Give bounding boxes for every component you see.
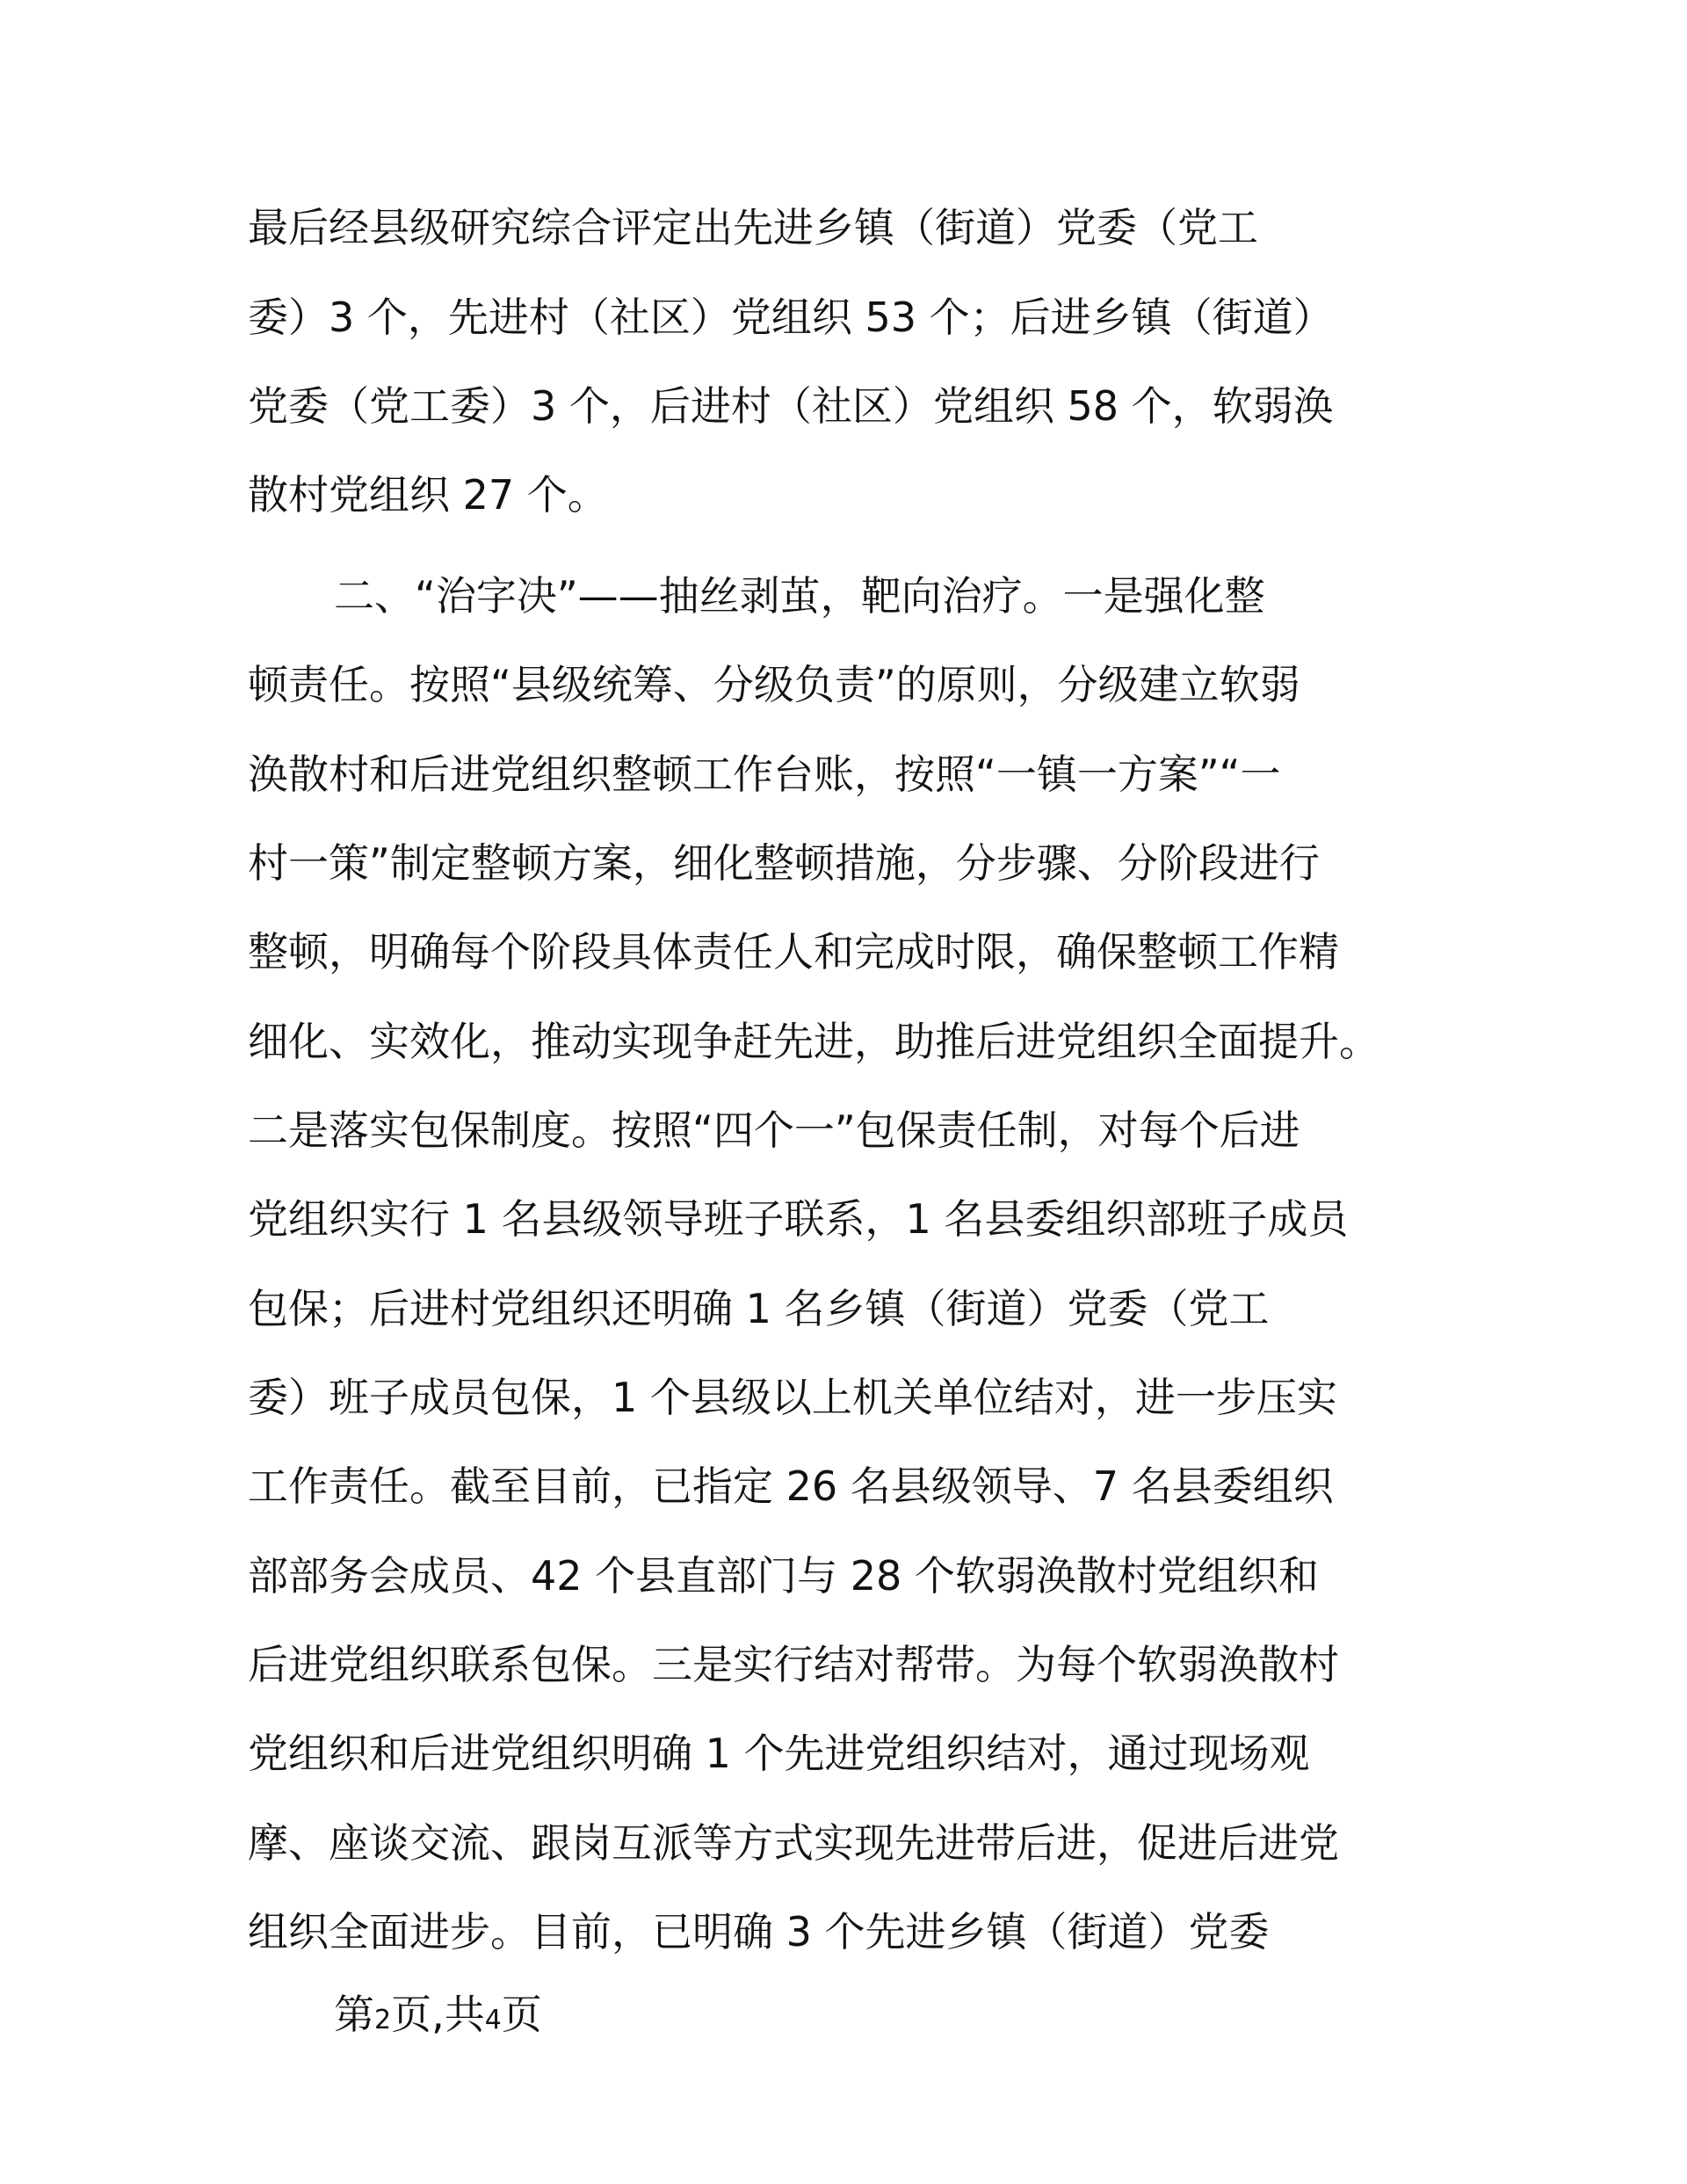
footer-middle: 页,共 xyxy=(391,1991,485,2038)
text-line: 整顿，明确每个阶段具体责任人和完成时限，确保整顿工作精 xyxy=(248,928,1339,976)
text-line: 最后经县级研究综合评定出先进乡镇（街道）党委（党工 xyxy=(248,204,1258,251)
text-line: 细化、实效化，推动实现争赶先进，助推后进党组织全面提升。 xyxy=(248,1018,1379,1065)
footer-total-pages: 4 xyxy=(484,2005,502,2035)
text-line: 委）班子成员包保，1 个县级以上机关单位结对，进一步压实 xyxy=(248,1374,1337,1421)
text-line: 工作责任。截至目前，已指定 26 名县级领导、7 名县委组织 xyxy=(248,1462,1334,1510)
text-line: 包保；后进村党组织还明确 1 名乡镇（街道）党委（党工 xyxy=(248,1285,1270,1332)
text-line: 党组织和后进党组织明确 1 个先进党组织结对，通过现场观 xyxy=(248,1730,1310,1777)
text-line: 涣散村和后进党组织整顿工作台账，按照“一镇一方案”“一 xyxy=(248,751,1281,798)
text-line: 党组织实行 1 名县级领导班子联系，1 名县委组织部班子成员 xyxy=(248,1195,1349,1243)
text-line: 散村党组织 27 个。 xyxy=(248,471,608,519)
footer-prefix: 第 xyxy=(334,1991,374,2038)
footer-suffix: 页 xyxy=(501,1991,542,2038)
footer-page-number: 2 xyxy=(374,2005,392,2035)
text-line: 摩、座谈交流、跟岗互派等方式实现先进带后进，促进后进党 xyxy=(248,1819,1339,1867)
text-line: 委）3 个，先进村（社区）党组织 53 个；后进乡镇（街道） xyxy=(248,294,1334,341)
text-line: 顿责任。按照“县级统筹、分级负责”的原则，分级建立软弱 xyxy=(248,661,1300,708)
text-line: 组织全面进步。目前，已明确 3 个先进乡镇（街道）党委 xyxy=(248,1908,1270,1955)
text-line: 部部务会成员、42 个县直部门与 28 个软弱涣散村党组织和 xyxy=(248,1552,1319,1600)
page-footer xyxy=(334,1988,542,2047)
text-line: 二是落实包保制度。按照“四个一”包保责任制，对每个后进 xyxy=(248,1107,1300,1154)
text-line: 村一策”制定整顿方案，细化整顿措施，分步骤、分阶段进行 xyxy=(248,839,1320,887)
text-line: 党委（党工委）3 个，后进村（社区）党组织 58 个，软弱涣 xyxy=(248,382,1334,430)
text-line: 二、“治字决”——抽丝剥茧，靶向治疗。一是强化整 xyxy=(334,572,1265,620)
text-line: 后进党组织联系包保。三是实行结对帮带。为每个软弱涣散村 xyxy=(248,1641,1339,1688)
